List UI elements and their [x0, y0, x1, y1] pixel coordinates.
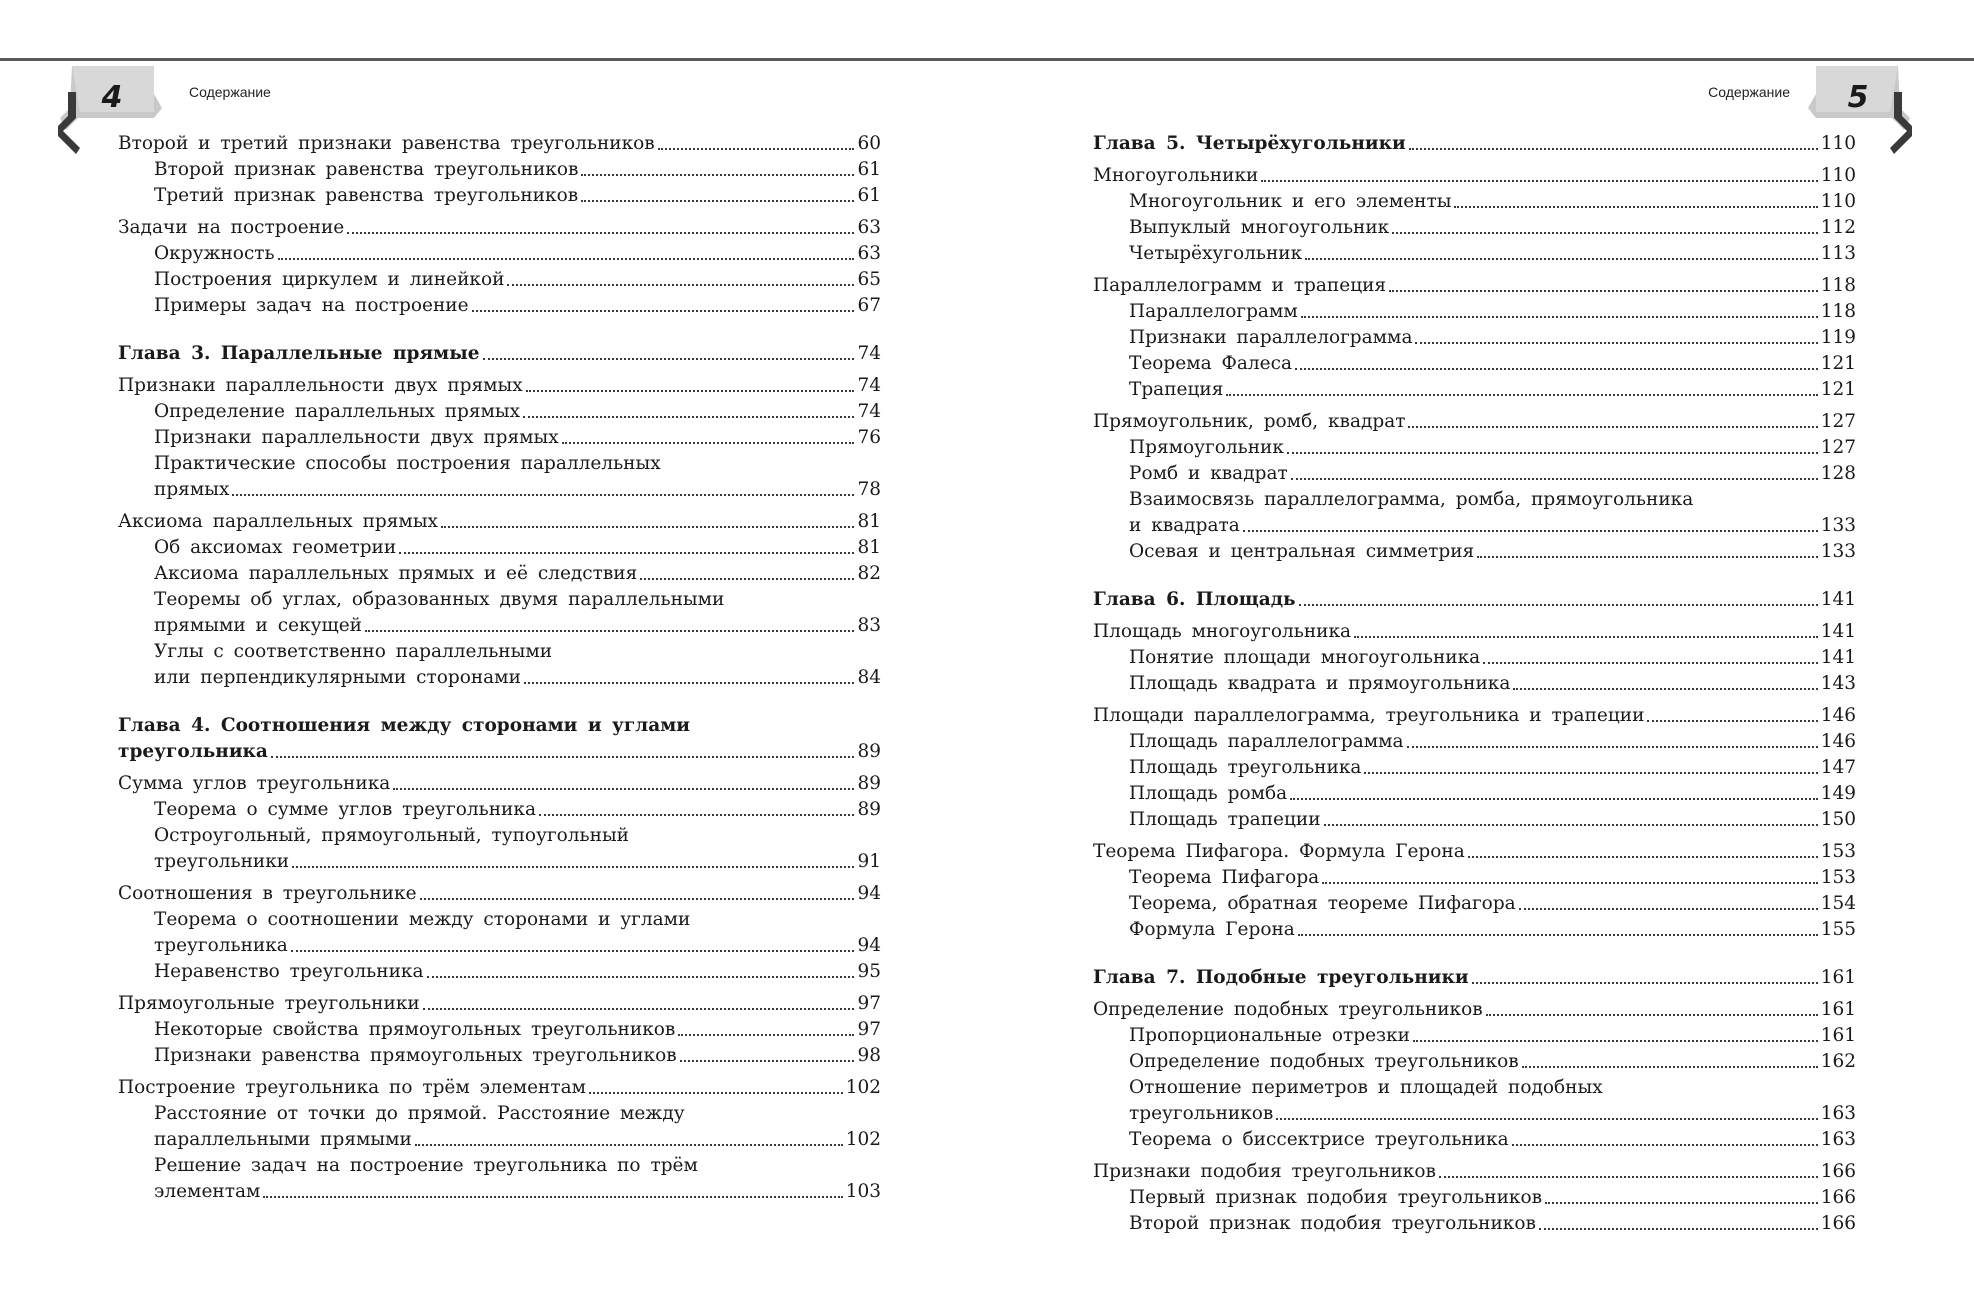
- dot-leader: [1513, 688, 1817, 690]
- dot-leader: [581, 200, 854, 202]
- dot-leader: [1301, 316, 1818, 318]
- toc-entry-title: Формула Герона: [1129, 919, 1295, 940]
- dot-leader: [472, 310, 855, 312]
- dot-leader: [1413, 1040, 1818, 1042]
- toc-page-number: 155: [1820, 919, 1856, 940]
- toc-entry-title: Признаки равенства прямоугольных треугольников: [154, 1045, 677, 1066]
- toc-entry-title: Расстояние от точки до прямой. Расстояние между: [154, 1103, 685, 1124]
- toc-entry: [118, 797, 881, 823]
- toc-entry-title: Примеры задач на построение: [154, 295, 469, 316]
- dot-leader: [1472, 982, 1818, 984]
- toc-page-number: 141: [1820, 589, 1856, 610]
- toc-entry: [1093, 409, 1856, 435]
- toc-entry: [118, 959, 881, 985]
- toc-entry-title-continued: треугольники: [154, 851, 290, 872]
- toc-page-number: 60: [857, 133, 881, 154]
- toc-entry-title: Площадь параллелограмма: [1129, 731, 1404, 752]
- toc-page-number: 95: [857, 961, 881, 982]
- dot-leader: [1545, 1202, 1818, 1204]
- toc-entry-title-continued: элементам: [154, 1181, 261, 1202]
- toc-entry-title: Сумма углов треугольника: [118, 773, 391, 794]
- toc-page-number: 98: [857, 1045, 881, 1066]
- toc-entry: [1093, 1023, 1856, 1049]
- dot-leader: [365, 630, 854, 632]
- toc-entry-title: Некоторые свойства прямоугольных треугольников: [154, 1019, 676, 1040]
- toc-entry-title: Определение подобных треугольников: [1093, 999, 1483, 1020]
- toc-entry-title: Прямоугольник: [1129, 437, 1284, 458]
- dot-leader: [1519, 908, 1818, 910]
- toc-entry: [1093, 865, 1856, 891]
- dot-leader: [1392, 232, 1817, 234]
- toc-entry: [1093, 781, 1856, 807]
- toc-page-number: 121: [1820, 353, 1856, 374]
- toc-entry-title: Задачи на построение: [118, 217, 345, 238]
- toc-entry-title-continued: треугольника: [154, 935, 288, 956]
- toc-page-number: 81: [857, 537, 881, 558]
- toc-entry-title: Взаимосвязь параллелограмма, ромба, прямоугольника: [1129, 489, 1694, 510]
- toc-page-number: 112: [1820, 217, 1856, 238]
- toc-entry: [1093, 273, 1856, 299]
- dot-leader: [263, 1196, 842, 1198]
- toc-page-number: 110: [1820, 191, 1856, 212]
- dot-leader: [680, 1060, 855, 1062]
- toc-page-number: 147: [1820, 757, 1856, 778]
- toc-entry: [1093, 351, 1856, 377]
- toc-page-number: 103: [845, 1181, 881, 1202]
- toc-page-number: 102: [845, 1129, 881, 1150]
- toc-entry: [1093, 299, 1856, 325]
- toc-page-number: 146: [1820, 705, 1856, 726]
- toc-page-number: 141: [1820, 647, 1856, 668]
- toc-entry: [1093, 241, 1856, 267]
- toc-page-number: 94: [857, 883, 881, 904]
- toc-entry: [118, 267, 881, 293]
- toc-entry: [118, 509, 881, 535]
- toc-entry-title: Теорема о биссектрисе треугольника: [1129, 1129, 1509, 1150]
- dot-leader: [589, 1092, 843, 1094]
- toc-entry: [1093, 1101, 1856, 1127]
- toc-entry: [1093, 1159, 1856, 1185]
- toc-entry-title: Теорема, обратная теореме Пифагора: [1129, 893, 1516, 914]
- toc-entry: [1093, 1049, 1856, 1075]
- toc-page-number: 67: [857, 295, 881, 316]
- dot-leader: [526, 390, 855, 392]
- dot-leader: [1298, 934, 1818, 936]
- toc-page-number: 154: [1820, 893, 1856, 914]
- toc-entry-title: Определение параллельных прямых: [154, 401, 521, 422]
- toc-entry-title: Признаки подобия треугольников: [1093, 1161, 1436, 1182]
- dot-leader: [523, 416, 854, 418]
- dot-leader: [1389, 290, 1818, 292]
- toc-entry-title-continued: параллельными прямыми: [154, 1129, 412, 1150]
- toc-page-number: 81: [857, 511, 881, 532]
- toc-entry: [118, 373, 881, 399]
- toc-entry: [1093, 755, 1856, 781]
- dot-leader: [562, 442, 855, 444]
- toc-page-number: 110: [1820, 165, 1856, 186]
- toc-page-number: 63: [857, 243, 881, 264]
- dot-leader: [1291, 478, 1818, 480]
- toc-entry: [1093, 891, 1856, 917]
- toc-entry-title: Построение треугольника по трём элементам: [118, 1077, 587, 1098]
- toc-entry-title: Осевая и центральная симметрия: [1129, 541, 1475, 562]
- toc-entry-title: Построения циркулем и линейкой: [154, 269, 505, 290]
- toc-page-number: 161: [1820, 1025, 1856, 1046]
- toc-page-number: 78: [857, 479, 881, 500]
- toc-page-number: 113: [1820, 243, 1856, 264]
- toc-entry: [1093, 1211, 1856, 1237]
- toc-page-number: 166: [1820, 1187, 1856, 1208]
- dot-leader: [1483, 662, 1817, 664]
- toc-entry-title: Понятие площади многоугольника: [1129, 647, 1481, 668]
- toc-page-number: 84: [857, 667, 881, 688]
- toc-page-number: 146: [1820, 731, 1856, 752]
- toc-entry-title: Признаки параллельности двух прямых: [154, 427, 559, 448]
- toc-entry-title-continued: треугольников: [1129, 1103, 1274, 1124]
- toc-entry-title-continued: прямых: [154, 479, 230, 500]
- toc-page-number: 149: [1820, 783, 1856, 804]
- toc-entry: [118, 849, 881, 875]
- toc-entry: [1093, 163, 1856, 189]
- toc-entry-title: Выпуклый многоугольник: [1129, 217, 1390, 238]
- dot-leader: [1477, 556, 1817, 558]
- toc-entry: [1093, 189, 1856, 215]
- toc-page-number: 143: [1820, 673, 1856, 694]
- dot-leader: [278, 258, 855, 260]
- dot-leader: [1276, 1118, 1817, 1120]
- toc-page-number: 74: [857, 343, 881, 364]
- toc-page-number: 89: [857, 741, 881, 762]
- toc-entry: [118, 613, 881, 639]
- toc-entry-title: Теорема Пифагора: [1129, 867, 1320, 888]
- toc-entry-title: Параллелограмм: [1129, 301, 1298, 322]
- toc-entry: [1093, 539, 1856, 565]
- toc-entry-title: Третий признак равенства треугольников: [154, 185, 579, 206]
- dot-leader: [1364, 772, 1817, 774]
- toc-entry-title: Теорема о соотношении между сторонами и углами: [154, 909, 691, 930]
- toc-entry: [1093, 703, 1856, 729]
- toc-entry: [1093, 807, 1856, 833]
- toc-page-number: 83: [857, 615, 881, 636]
- dot-leader: [271, 756, 855, 758]
- dot-leader: [1299, 604, 1818, 606]
- toc-entry-title: Трапеция: [1129, 379, 1224, 400]
- toc-entry: [1093, 513, 1856, 539]
- toc-entry: [1093, 729, 1856, 755]
- toc-entry-title: Глава 6. Площадь: [1093, 589, 1296, 610]
- toc-entry-title: Четырёхугольник: [1129, 243, 1303, 264]
- toc-page-number: 161: [1820, 967, 1856, 988]
- toc-entry: [118, 991, 881, 1017]
- toc-entry-title: Площадь треугольника: [1129, 757, 1362, 778]
- toc-entry: [1093, 997, 1856, 1023]
- dot-leader: [1261, 180, 1817, 182]
- toc-page-number: 102: [845, 1077, 881, 1098]
- toc-entry-title: Площадь квадрата и прямоугольника: [1129, 673, 1511, 694]
- toc-entry: [1093, 1185, 1856, 1211]
- toc-entry: [118, 183, 881, 209]
- toc-left-page: [118, 131, 881, 1205]
- dot-leader: [420, 898, 855, 900]
- toc-page-number: 97: [857, 1019, 881, 1040]
- toc-page-number: 133: [1820, 541, 1856, 562]
- toc-entry-title: Аксиома параллельных прямых: [118, 511, 438, 532]
- toc-entry-title: Второй признак подобия треугольников: [1129, 1213, 1536, 1234]
- toc-entry: [118, 535, 881, 561]
- toc-entry-title: Теоремы об углах, образованных двумя параллельными: [154, 589, 725, 610]
- toc-page-number: 82: [857, 563, 881, 584]
- toc-page-number: 74: [857, 401, 881, 422]
- dot-leader: [1408, 426, 1817, 428]
- toc-entry: [1093, 215, 1856, 241]
- toc-entry-title-continued: или перпендикулярными сторонами: [154, 667, 521, 688]
- toc-page-number: 97: [857, 993, 881, 1014]
- dot-leader: [678, 1034, 854, 1036]
- dot-leader: [507, 284, 854, 286]
- toc-entry-title: Площадь многоугольника: [1093, 621, 1352, 642]
- toc-entry-title: Теорема Пифагора. Формула Герона: [1093, 841, 1465, 862]
- toc-entry-title: Многоугольник и его элементы: [1129, 191, 1452, 212]
- toc-page-number: 76: [857, 427, 881, 448]
- dot-leader: [1468, 856, 1818, 858]
- toc-entry-title: Глава 5. Четырёхугольники: [1093, 133, 1406, 154]
- toc-page-number: 119: [1820, 327, 1856, 348]
- toc-entry-title: Многоугольники: [1093, 165, 1259, 186]
- toc-page-number: 163: [1820, 1103, 1856, 1124]
- page-number: 5: [1847, 80, 1869, 115]
- toc-entry-title: Глава 7. Подобные треугольники: [1093, 967, 1469, 988]
- toc-entry: [1093, 671, 1856, 697]
- dot-leader: [1454, 206, 1817, 208]
- dot-leader: [1322, 882, 1817, 884]
- dot-leader: [1409, 148, 1818, 150]
- toc-page-number: 118: [1820, 301, 1856, 322]
- toc-entry-title-continued: треугольника: [118, 741, 268, 762]
- toc-entry: [118, 241, 881, 267]
- toc-entry-title: Об аксиомах геометрии: [154, 537, 397, 558]
- toc-entry: [1093, 587, 1856, 613]
- dot-leader: [1512, 1144, 1818, 1146]
- toc-page-number: 163: [1820, 1129, 1856, 1150]
- dot-leader: [1522, 1066, 1818, 1068]
- toc-entry-title: Площадь трапеции: [1129, 809, 1321, 830]
- toc-page-number: 89: [857, 773, 881, 794]
- running-head: Содержание: [1708, 84, 1790, 100]
- dot-leader: [415, 1144, 843, 1146]
- dot-leader: [1295, 368, 1818, 370]
- toc-page-number: 166: [1820, 1161, 1856, 1182]
- dot-leader: [393, 788, 854, 790]
- dot-leader: [347, 232, 854, 234]
- toc-page-number: 128: [1820, 463, 1856, 484]
- toc-entry: [1093, 1127, 1856, 1153]
- toc-entry: [1093, 619, 1856, 645]
- toc-entry-title: Площади параллелограмма, треугольника и трапеции: [1093, 705, 1645, 726]
- toc-page-number: 94: [857, 935, 881, 956]
- dot-leader: [1439, 1176, 1818, 1178]
- toc-entry-title: Решение задач на построение треугольника по трём: [154, 1155, 698, 1176]
- toc-entry-title: Неравенство треугольника: [154, 961, 424, 982]
- toc-entry: [118, 1043, 881, 1069]
- toc-entry: [1093, 435, 1856, 461]
- dot-leader: [1324, 824, 1818, 826]
- toc-entry-title: Остроугольный, прямоугольный, тупоугольный: [154, 825, 629, 846]
- dot-leader: [640, 578, 854, 580]
- dot-leader: [1290, 798, 1818, 800]
- toc-entry: [118, 215, 881, 241]
- toc-page-number: 121: [1820, 379, 1856, 400]
- toc-page-number: 153: [1820, 841, 1856, 862]
- toc-entry: [118, 1017, 881, 1043]
- toc-entry-title: Второй признак равенства треугольников: [154, 159, 579, 180]
- dot-leader: [232, 494, 854, 496]
- toc-entry: [1093, 377, 1856, 403]
- dot-leader: [1415, 342, 1817, 344]
- toc-page-number: 166: [1820, 1213, 1856, 1234]
- toc-page-number: 141: [1820, 621, 1856, 642]
- dot-leader: [423, 1008, 855, 1010]
- page-number: 4: [101, 80, 123, 115]
- dot-leader: [291, 950, 855, 952]
- toc-page-number: 61: [857, 185, 881, 206]
- toc-entry-title: Признаки параллелограмма: [1129, 327, 1413, 348]
- toc-entry: [118, 293, 881, 319]
- toc-entry: [118, 561, 881, 587]
- toc-entry: [1093, 645, 1856, 671]
- running-head: Содержание: [189, 84, 271, 100]
- toc-entry: [118, 1075, 881, 1101]
- toc-entry-title: Площадь ромба: [1129, 783, 1288, 804]
- toc-page-number: 91: [857, 851, 881, 872]
- toc-entry-title: Пропорциональные отрезки: [1129, 1025, 1411, 1046]
- dot-leader: [1486, 1014, 1818, 1016]
- toc-entry: [118, 425, 881, 451]
- toc-page-number: 65: [857, 269, 881, 290]
- toc-entry-title: Второй и третий признаки равенства треугольников: [118, 133, 655, 154]
- toc-entry: [1093, 325, 1856, 351]
- toc-page-number: 63: [857, 217, 881, 238]
- toc-page-number: 133: [1820, 515, 1856, 536]
- toc-entry-title: Определение подобных треугольников: [1129, 1051, 1519, 1072]
- toc-entry: [118, 665, 881, 691]
- dot-leader: [292, 866, 854, 868]
- toc-entry: [118, 1179, 881, 1205]
- toc-entry: [118, 933, 881, 959]
- toc-entry-title: Ромб и квадрат: [1129, 463, 1288, 484]
- toc-entry-title: Аксиома параллельных прямых и её следствия: [154, 563, 638, 584]
- toc-entry: [118, 477, 881, 503]
- toc-entry-title: Прямоугольник, ромб, квадрат: [1093, 411, 1406, 432]
- toc-entry-title-continued: и квадрата: [1129, 515, 1240, 536]
- toc-entry: [118, 1127, 881, 1153]
- toc-page-number: 127: [1820, 437, 1856, 458]
- dot-leader: [1226, 394, 1817, 396]
- toc-page-number: 89: [857, 799, 881, 820]
- toc-entry: [118, 157, 881, 183]
- toc-entry-title: Параллелограмм и трапеция: [1093, 275, 1387, 296]
- toc-entry-title-continued: прямыми и секущей: [154, 615, 363, 636]
- toc-entry-title: Соотношения в треугольнике: [118, 883, 417, 904]
- toc-entry: [118, 399, 881, 425]
- dot-leader: [1354, 636, 1818, 638]
- toc-page-number: 127: [1820, 411, 1856, 432]
- toc-entry: [118, 881, 881, 907]
- toc-entry-title: Окружность: [154, 243, 275, 264]
- dot-leader: [581, 174, 854, 176]
- toc-page-number: 161: [1820, 999, 1856, 1020]
- toc-page-number: 74: [857, 375, 881, 396]
- dot-leader: [427, 976, 855, 978]
- dot-leader: [441, 526, 854, 528]
- dot-leader: [1539, 1228, 1818, 1230]
- toc-entry-title: Теорема Фалеса: [1129, 353, 1292, 374]
- toc-entry: [1093, 461, 1856, 487]
- dot-leader: [524, 682, 855, 684]
- toc-entry: [118, 771, 881, 797]
- toc-entry-title: Практические способы построения параллельных: [154, 453, 661, 474]
- toc-page-number: 150: [1820, 809, 1856, 830]
- toc-entry: [1093, 965, 1856, 991]
- toc-entry: [1093, 131, 1856, 157]
- toc-entry: [1093, 917, 1856, 943]
- toc-entry-title: Признаки параллельности двух прямых: [118, 375, 523, 396]
- toc-entry: [118, 739, 881, 765]
- dot-leader: [1305, 258, 1817, 260]
- dot-leader: [1287, 452, 1818, 454]
- dot-leader: [483, 358, 855, 360]
- toc-page-number: 153: [1820, 867, 1856, 888]
- toc-entry-title: Первый признак подобия треугольников: [1129, 1187, 1543, 1208]
- toc-entry: [1093, 839, 1856, 865]
- toc-entry-title: Глава 3. Параллельные прямые: [118, 343, 480, 364]
- toc-entry-title: Отношение периметров и площадей подобных: [1129, 1077, 1603, 1098]
- toc-right-page: [1093, 131, 1856, 1237]
- dot-leader: [1647, 720, 1817, 722]
- toc-page-number: 61: [857, 159, 881, 180]
- toc-entry: [118, 131, 881, 157]
- dot-leader: [658, 148, 855, 150]
- dot-leader: [1407, 746, 1818, 748]
- toc-page-number: 110: [1820, 133, 1856, 154]
- toc-entry-title: Теорема о сумме углов треугольника: [154, 799, 536, 820]
- dot-leader: [399, 552, 854, 554]
- toc-entry-title: Прямоугольные треугольники: [118, 993, 420, 1014]
- toc-entry-title: Глава 4. Соотношения между сторонами и углами: [118, 715, 691, 736]
- top-rule: [0, 58, 1974, 61]
- dot-leader: [539, 814, 854, 816]
- toc-entry-title: Углы с соответственно параллельными: [154, 641, 553, 662]
- dot-leader: [1243, 530, 1818, 532]
- toc-entry: [118, 341, 881, 367]
- toc-page-number: 162: [1820, 1051, 1856, 1072]
- toc-page-number: 118: [1820, 275, 1856, 296]
